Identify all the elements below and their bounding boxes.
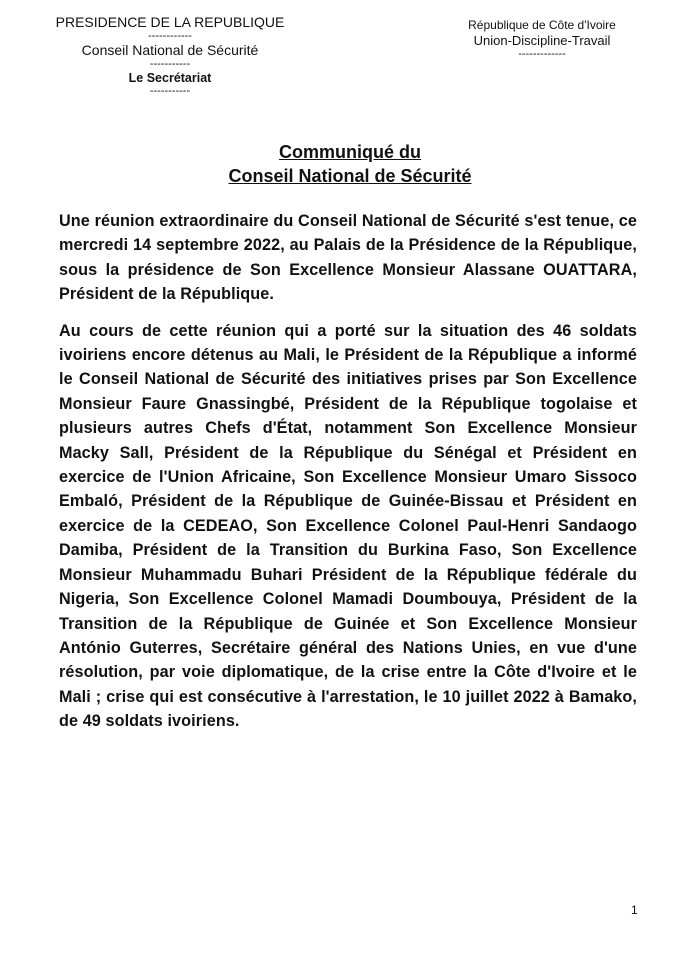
- page-number: 1: [631, 903, 638, 917]
- separator: -----------: [149, 85, 191, 97]
- issuer-block: [40, 14, 300, 97]
- country-label: République de Côte d'Ivoire: [468, 18, 616, 32]
- title-line-1: Communiqué du: [279, 142, 421, 162]
- country-block: [462, 17, 622, 60]
- separator: -------------: [518, 48, 566, 60]
- separator: -----------: [149, 58, 191, 70]
- document-title: [0, 140, 677, 188]
- title-line-2: Conseil National de Sécurité: [228, 166, 472, 186]
- council-label: Conseil National de Sécurité: [81, 42, 259, 58]
- national-motto: Union-Discipline-Travail: [473, 33, 611, 48]
- separator: ------------: [148, 30, 192, 42]
- paragraph: Au cours de cette réunion qui a porté sur la situation des 46 soldats ivoiriens encore détenus au Mali, le Président de la République a informé le Conseil National de Sécurité des initiatives prises par Son Excellence Monsieur Faure Gnassingbé, Président de la République togolaise et plusieurs autres Chefs d'État, notamment Son Excellence Monsieur Macky Sall, Président de la République du Sénégal et Président en exercice de l'Union Africaine, Son Excellence Monsieur Umaro Sissoco Embaló, Président de la République de Guinée-Bissau et Président en exercice de la CEDEAO, Son Excellence Colonel Paul-Henri Sandaogo Damiba, Président de la Transition du Burkina Faso, Son Excellence Monsieur Muhammadu Buhari Président de la République fédérale du Nigeria, Son Excellence Colonel Mamadi Doumbouya, Président de la Transition de la République de Guinée et Son Excellence Monsieur António Guterres, Secrétaire général des Nations Unies, en vue d'une résolution, par voie diplomatique, de la crise entre la Côte d'Ivoire et le Mali ; crise qui est consécutive à l'arrestation, le 10 juillet 2022 à Bamako, de 49 soldats ivoiriens.: [59, 321, 637, 731]
- secretariat-label: Le Secrétariat: [128, 71, 212, 85]
- presidency-label: PRESIDENCE DE LA REPUBLIQUE: [55, 14, 285, 30]
- paragraph: Une réunion extraordinaire du Conseil National de Sécurité s'est tenue, ce mercredi 14 septembre 2022, au Palais de la Présidence de la République, sous la présidence de Son Excellence Monsieur Alassane OUATTARA, Président de la République.: [59, 212, 637, 304]
- communique-body: [59, 209, 637, 746]
